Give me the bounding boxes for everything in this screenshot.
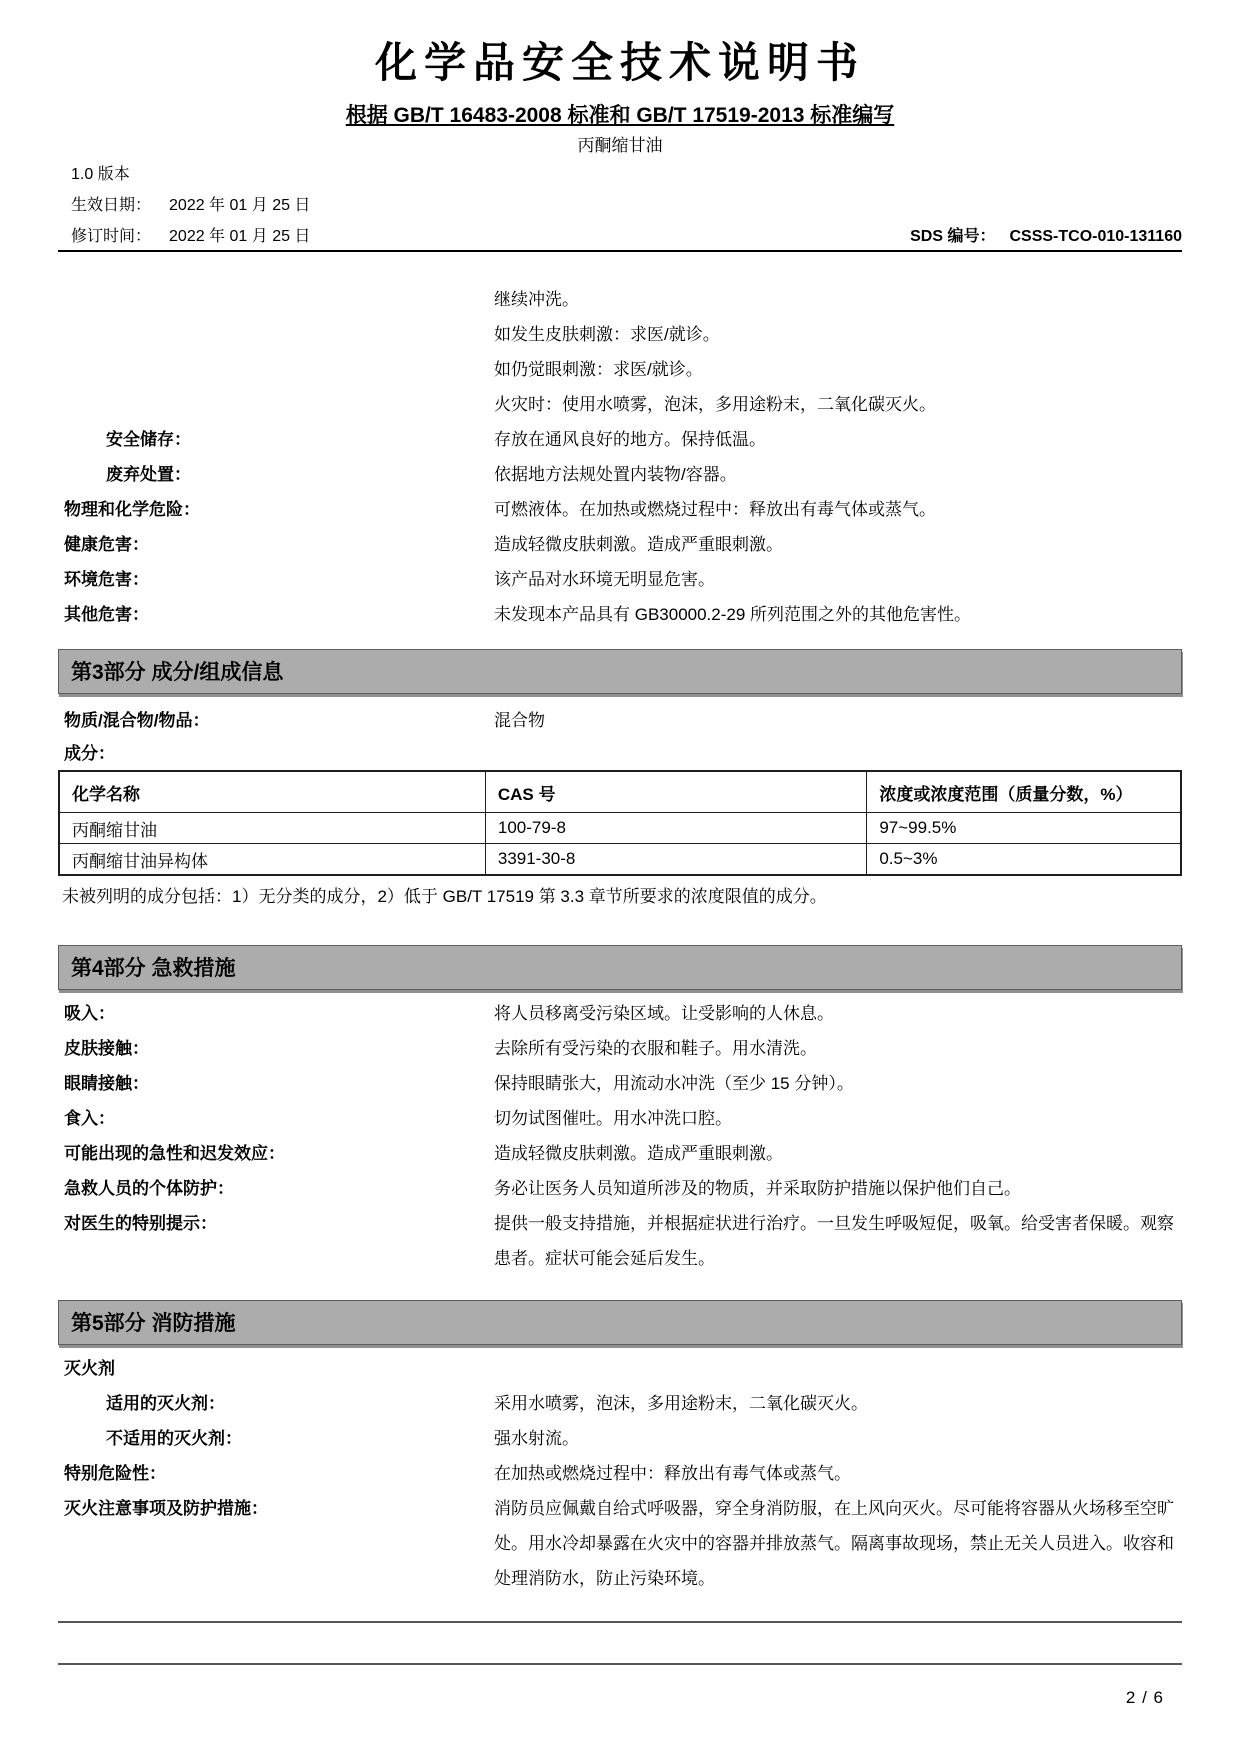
row-value: 如发生皮肤刺激：求医/就诊。 xyxy=(494,325,720,344)
cell-chemical-name: 丙酮缩甘油异构体 xyxy=(59,844,485,876)
row-label: 眼睛接触： xyxy=(64,1074,149,1093)
sds-number-label: SDS 编号： xyxy=(910,228,996,245)
cell-chemical-name: 丙酮缩甘油 xyxy=(59,813,485,844)
section4-heading: 第4部分 急救措施 xyxy=(71,957,236,980)
sds-number-group xyxy=(910,226,1182,247)
footer-divider-bottom xyxy=(58,1663,1182,1665)
standards-line: 根据 GB/T 16483-2008 标准和 GB/T 17519-2013 标准编写 xyxy=(345,104,895,127)
row-value: 依据地方法规处置内装物/容器。 xyxy=(494,465,737,484)
row-label: 环境危害： xyxy=(64,570,149,589)
first-aid-row xyxy=(58,1066,1182,1101)
header-divider xyxy=(58,250,1182,252)
revision-date-group xyxy=(71,226,310,247)
first-aid-row xyxy=(58,996,1182,1031)
fire-fighting-row xyxy=(58,1456,1182,1491)
effective-date-value: 2022 年 01 月 25 日 xyxy=(169,197,311,214)
first-aid-row xyxy=(58,1136,1182,1171)
row-label: 对医生的特别提示： xyxy=(64,1214,217,1233)
row-value: 强水射流。 xyxy=(494,1429,579,1448)
hazard-row xyxy=(58,422,1182,457)
row-label: 可能出现的急性和迟发效应： xyxy=(64,1144,285,1163)
hazard-row xyxy=(58,527,1182,562)
row-value: 在加热或燃烧过程中：释放出有毒气体或蒸气。 xyxy=(494,1464,851,1483)
section2-continuation xyxy=(58,282,1182,632)
row-value: 务必让医务人员知道所涉及的物质，并采取防护措施以保护他们自己。 xyxy=(494,1179,1021,1198)
cell-concentration: 97~99.5% xyxy=(867,813,1181,844)
hazard-row xyxy=(58,492,1182,527)
hazard-row xyxy=(58,562,1182,597)
hazard-row xyxy=(58,387,1182,422)
row-label: 特别危险性： xyxy=(64,1464,166,1483)
fire-fighting-row xyxy=(58,1491,1182,1596)
document-title: 化学品安全技术说明书 xyxy=(374,39,865,86)
row-label: 皮肤接触： xyxy=(64,1039,149,1058)
revision-date-value: 2022 年 01 月 25 日 xyxy=(169,228,311,245)
first-aid-row xyxy=(58,1101,1182,1136)
header-cas-number: CAS 号 xyxy=(485,771,866,813)
row-value: 该产品对水环境无明显危害。 xyxy=(494,570,715,589)
row-value: 如仍觉眼刺激：求医/就诊。 xyxy=(494,360,703,379)
hazard-row xyxy=(58,317,1182,352)
ingredients-table xyxy=(58,770,1182,876)
cell-cas-number: 100-79-8 xyxy=(485,813,866,844)
effective-date-label: 生效日期： xyxy=(71,197,152,214)
extinguishing-media-subheading: 灭火剂 xyxy=(64,1359,115,1378)
first-aid-row xyxy=(58,1171,1182,1206)
row-label: 食入： xyxy=(64,1109,115,1128)
row-value: 继续冲洗。 xyxy=(494,290,579,309)
table-row xyxy=(59,813,1181,844)
composition-row xyxy=(58,737,1182,770)
row-label: 不适用的灭火剂： xyxy=(106,1429,242,1448)
composition-row xyxy=(58,704,1182,737)
section5-heading-bar xyxy=(58,1300,1182,1345)
header-chemical-name: 化学名称 xyxy=(59,771,485,813)
product-name: 丙酮缩甘油 xyxy=(577,136,663,155)
row-label: 健康危害： xyxy=(64,535,149,554)
table-header-row xyxy=(59,771,1181,813)
hazard-row xyxy=(58,352,1182,387)
row-label: 灭火注意事项及防护措施： xyxy=(64,1499,268,1518)
section4-rows xyxy=(58,996,1182,1276)
cell-cas-number: 3391-30-8 xyxy=(485,844,866,876)
row-value: 将人员移离受污染区域。让受影响的人休息。 xyxy=(494,1004,834,1023)
sds-number-value: CSSS-TCO-010-131160 xyxy=(1009,228,1182,245)
fire-fighting-row xyxy=(58,1421,1182,1456)
revision-date-row xyxy=(58,226,1182,247)
section5-heading: 第5部分 消防措施 xyxy=(71,1312,236,1335)
section5-rows xyxy=(58,1386,1182,1596)
section4-heading-bar xyxy=(58,945,1182,990)
hazard-row xyxy=(58,282,1182,317)
footer-divider-top xyxy=(58,1621,1182,1623)
row-value: 火灾时：使用水喷雾，泡沫，多用途粉末，二氧化碳灭火。 xyxy=(494,395,936,414)
page-content xyxy=(58,0,1182,1708)
row-label: 成分： xyxy=(64,744,115,763)
first-aid-row xyxy=(58,1031,1182,1066)
section3-rows xyxy=(58,704,1182,770)
cell-concentration: 0.5~3% xyxy=(867,844,1181,876)
effective-date-row xyxy=(58,195,1182,216)
section3-heading: 第3部分 成分/组成信息 xyxy=(71,661,284,684)
row-value: 未发现本产品具有 GB30000.2-29 所列范围之外的其他危害性。 xyxy=(494,605,972,624)
row-value: 采用水喷雾，泡沫，多用途粉末，二氧化碳灭火。 xyxy=(494,1394,868,1413)
table-row xyxy=(59,844,1181,876)
revision-date-label: 修订时间： xyxy=(71,228,152,245)
row-value: 保持眼睛张大，用流动水冲洗（至少 15 分钟）。 xyxy=(494,1074,854,1093)
row-value: 存放在通风良好的地方。保持低温。 xyxy=(494,430,766,449)
header-concentration: 浓度或浓度范围（质量分数，%） xyxy=(867,771,1181,813)
page-number: 2 / 6 xyxy=(1125,1688,1164,1707)
row-value: 提供一般支持措施，并根据症状进行治疗。一旦发生呼吸短促，吸氧。给受害者保暖。观察患者。症状可能会延后发生。 xyxy=(494,1214,1174,1268)
row-label: 物质/混合物/物品： xyxy=(64,711,210,730)
row-label: 急救人员的个体防护： xyxy=(64,1179,234,1198)
row-value: 造成轻微皮肤刺激。造成严重眼刺激。 xyxy=(494,535,783,554)
hazard-row xyxy=(58,597,1182,632)
section3-heading-bar xyxy=(58,649,1182,694)
fire-fighting-row xyxy=(58,1386,1182,1421)
row-label: 其他危害： xyxy=(64,605,149,624)
version-label: 1.0 版本 xyxy=(71,166,130,183)
first-aid-row xyxy=(58,1206,1182,1276)
row-value: 消防员应佩戴自给式呼吸器，穿全身消防服，在上风向灭火。尽可能将容器从火场移至空旷处。用水冷却暴露在火灾中的容器并排放蒸气。隔离事故现场，禁止无关人员进入。收容和处理消防水，防止污染环境。 xyxy=(494,1499,1174,1588)
row-value: 可燃液体。在加热或燃烧过程中：释放出有毒气体或蒸气。 xyxy=(494,500,936,519)
row-label: 吸入： xyxy=(64,1004,115,1023)
row-value: 混合物 xyxy=(494,711,545,730)
row-label: 适用的灭火剂： xyxy=(106,1394,225,1413)
hazard-row xyxy=(58,457,1182,492)
row-label: 废弃处置： xyxy=(106,465,191,484)
row-value: 造成轻微皮肤刺激。造成严重眼刺激。 xyxy=(494,1144,783,1163)
row-label: 安全储存： xyxy=(106,430,191,449)
composition-note: 未被列明的成分包括：1）无分类的成分，2）低于 GB/T 17519 第 3.3 章节所要求的浓度限值的成分。 xyxy=(62,887,827,906)
row-label: 物理和化学危险： xyxy=(64,500,200,519)
row-value: 切勿试图催吐。用水冲洗口腔。 xyxy=(494,1109,732,1128)
row-value: 去除所有受污染的衣服和鞋子。用水清洗。 xyxy=(494,1039,817,1058)
